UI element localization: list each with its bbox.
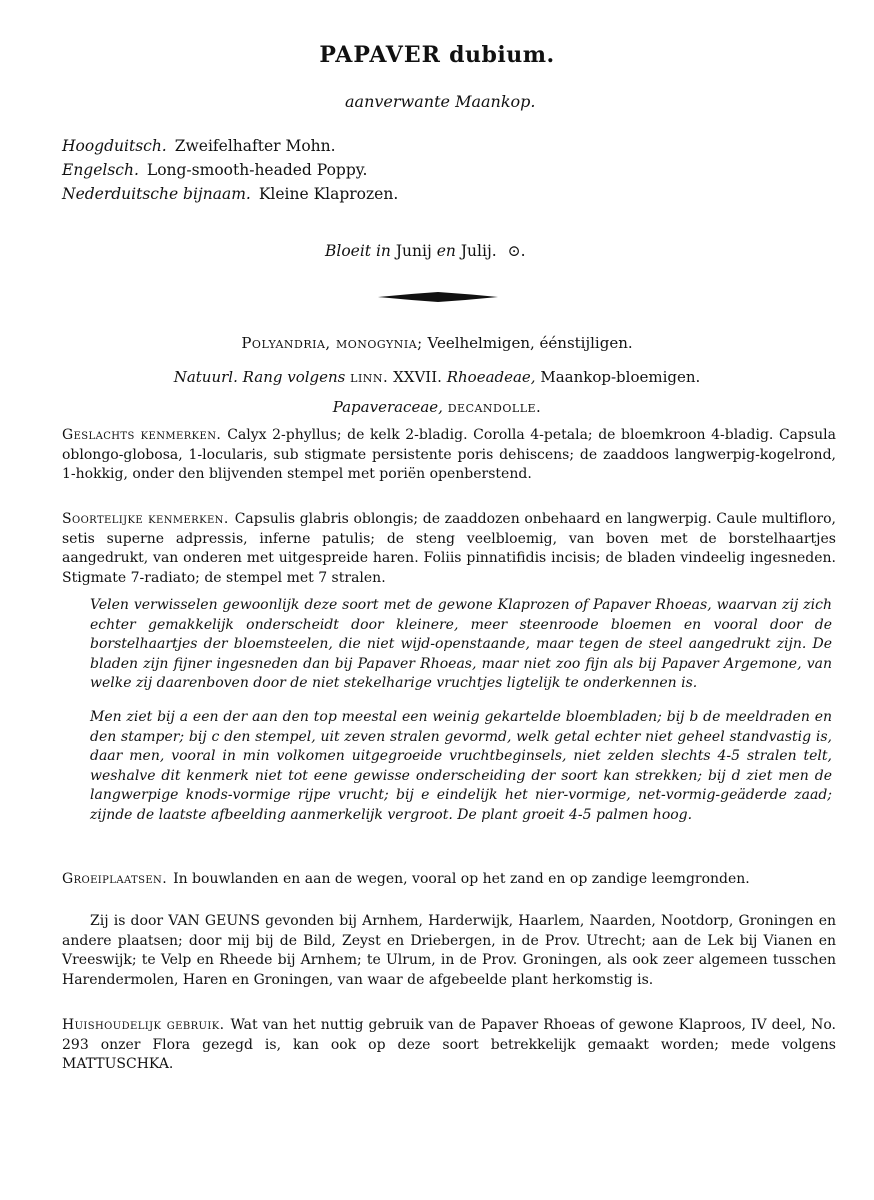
bloom-conjunction: en — [436, 242, 456, 260]
classification-line-1 — [0, 334, 874, 352]
annual-symbol-icon: ⊙. — [507, 242, 526, 260]
habitat-section — [62, 870, 836, 890]
section-text: Capsulis glabris oblongis; de zaaddozen onbehaard en langwerpig. Caule multifloro, setis superne adpressis, inferne patulis; de steng veelbloemig, van boven met de borstelhaartjes aangedrukt, van onderen met uitgespreide haren. Foliis pinnatifidis incisis; de bladen vindeelig ingesneden. Stigmate 7-radiato; de stempel met 7 stralen. — [62, 511, 836, 586]
author-linn: linn. — [350, 368, 389, 386]
name-row — [62, 182, 398, 206]
bloom-label: Bloeit in — [325, 242, 391, 260]
family-name: Rhoeadeae, — [446, 368, 536, 386]
linnaean-class: Polyandria, monogynia; — [241, 334, 423, 352]
name-row — [62, 134, 398, 158]
section-text: Calyx 2-phyllus; de kelk 2-bladig. Corolla 4-petala; de bloemkroon 4-bladig. Capsula oblongo-globosa, 1-locularis, sub stigmate persistente poris dehiscens; de zaaddoos langwerpig-kogelrond, 1-hokkig, onder den blijvenden stempel met poriën openberstend. — [62, 427, 836, 482]
section-text: In bouwlanden en aan de wegen, vooral op het zand en op zandige leemgronden. — [173, 871, 750, 887]
name-row — [62, 158, 398, 182]
name-value: Zweifelhafter Mohn. — [174, 137, 336, 155]
locations-paragraph: Zij is door VAN GEUNS gevonden bij Arnhem, Harderwijk, Haarlem, Naarden, Nootdorp, Groningen en andere plaatsen; door mij bij de Bild, Zeyst en Driebergen, in de Prov. Utrecht; aan de Lek bij Vianen en Vreeswijk; te Velp en Rheede bij Arnhem; te Ulrum, in de Prov. Groningen, als ook zeer algemeen tusschen Harendermolen, Haren en Groningen, van waar de afgebeelde plant herkomstig is. — [62, 913, 836, 988]
subtitle: aanverwante Maankop. — [345, 92, 536, 111]
author-decandolle: decandolle. — [447, 398, 542, 416]
classification-line-3 — [0, 398, 874, 416]
name-value: Long-smooth-headed Poppy. — [146, 161, 368, 179]
genus-characters — [62, 426, 836, 485]
class-dutch: Veelhelmigen, éénstijligen. — [427, 334, 633, 352]
section-lead: Geslachts kenmerken. — [62, 427, 222, 443]
bloom-month-1: Junij — [395, 242, 432, 260]
section-lead: Groeiplaatsen. — [62, 871, 168, 887]
family-papaveraceae: Papaveraceae, — [332, 398, 443, 416]
name-language: Nederduitsche bijnaam. — [62, 185, 251, 203]
title-species: dubium. — [449, 42, 555, 68]
ornament-divider-icon — [378, 290, 498, 304]
bloom-month-2: Julij. — [460, 242, 497, 260]
vernacular-names — [62, 134, 398, 206]
species-characters — [62, 510, 836, 588]
economic-use-section — [62, 1016, 836, 1075]
name-language: Hoogduitsch. — [62, 137, 167, 155]
section-text: Wat van het nuttig gebruik van de Papaver Rhoeas of gewone Klaproos, IV deel, No. 293 onzer Flora gezegd is, kan ook op deze soort betrekkelijk gemaakt worden; mede volgens MATTUSCHKA. — [62, 1017, 836, 1072]
rank-number: XXVII. — [393, 368, 442, 386]
name-value: Kleine Klaprozen. — [258, 185, 399, 203]
page-title — [0, 42, 874, 68]
natural-rank-label: Natuurl. Rang volgens — [173, 368, 346, 386]
bloom-period — [325, 242, 526, 260]
title-genus: PAPAVER — [319, 42, 441, 68]
observation-paragraph-2: Men ziet bij a een der aan den top meestal een weinig gekartelde bloembladen; bij b de meeldraden en den stamper; bij c den stempel, uit zeven stralen gevormd, welk getal echter niet geheel standvastig is, daar men, vooral in min volkomen uitgegroeide vruchtbeginsels, niet zelden slechts 4-5 stralen telt, weshalve dit kenmerk niet tot eene gewisse onderscheiding der soort kan strekken; bij d ziet men de langwerpige knods-vormige rijpe vrucht; bij e eindelijk het nier-vormige, net-vormig-geäderde zaad; zijnde de laatste afbeelding aanmerkelijk vergroot. De plant groeit 4-5 palmen hoog. — [90, 709, 832, 823]
classification-line-2 — [0, 368, 874, 386]
name-language: Engelsch. — [62, 161, 139, 179]
section-lead: Soortelijke kenmerken. — [62, 511, 229, 527]
observation-paragraph-1: Velen verwisselen gewoonlijk deze soort met de gewone Klaprozen of Papaver Rhoeas, waarvan zij zich echter gemakkelijk onderscheidt door kleinere, meer steenroode bloemen en vooral door de borstelhaartjes der bloemsteelen, die niet wijd-openstaande, maar tegen de steel aangedrukt zijn. De bladen zijn fijner ingesneden dan bij Papaver Rhoeas, maar niet zoo fijn als bij Papaver Argemone, van welke zij daarenboven door de niet stekelharige vruchtjes ligtelijk te onderkennen is. — [90, 597, 832, 691]
section-lead: Huishoudelijk gebruik. — [62, 1017, 225, 1033]
family-dutch: Maankop-bloemigen. — [540, 368, 701, 386]
